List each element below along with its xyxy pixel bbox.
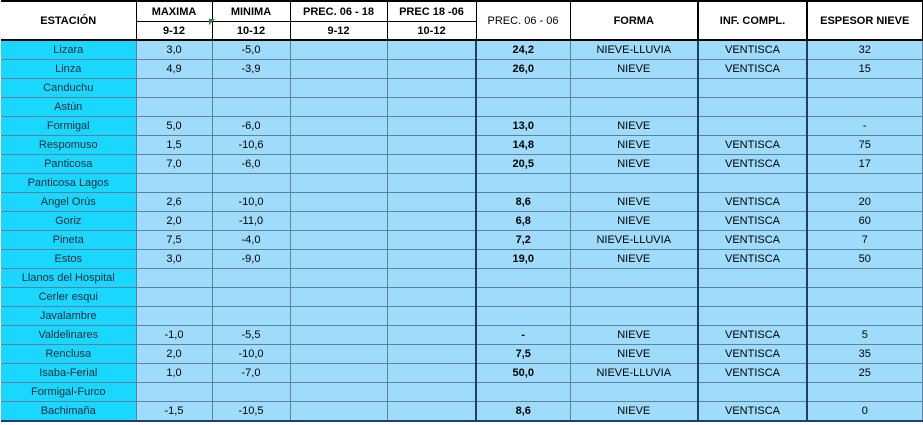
header-prec-06-18-date[interactable]: 9-12 [290, 22, 387, 41]
cell-maxima[interactable] [136, 269, 212, 288]
cell-prec-06-06[interactable]: 24,2 [476, 40, 570, 60]
cell-prec-06-18[interactable] [290, 307, 387, 326]
cell-prec-06-18[interactable] [290, 402, 387, 422]
table-row [1, 288, 922, 307]
cell-prec-06-18[interactable] [290, 383, 387, 402]
comment-marker [209, 19, 215, 25]
table-row [1, 117, 922, 136]
cell-minima[interactable]: -3,9 [212, 60, 290, 79]
cell-prec-06-06[interactable]: 13,0 [476, 117, 570, 136]
cell-inf-compl[interactable] [698, 174, 807, 193]
cell-prec-06-06[interactable] [476, 79, 570, 98]
cell-minima[interactable]: -4,0 [212, 231, 290, 250]
cell-maxima[interactable]: 1,0 [136, 364, 212, 383]
table-row [1, 174, 922, 193]
header-prec-18-06[interactable]: PREC 18 -06 [387, 1, 476, 22]
cell-forma[interactable] [570, 288, 698, 307]
cell-espesor[interactable]: 75 [807, 136, 922, 155]
cell-prec-06-18[interactable] [290, 231, 387, 250]
header-maxima[interactable]: MAXIMA [136, 1, 212, 22]
cell-inf-compl[interactable]: VENTISCA [698, 212, 807, 231]
cell-maxima[interactable] [136, 79, 212, 98]
cell-espesor[interactable] [807, 383, 922, 402]
cell-prec-06-18[interactable] [290, 60, 387, 79]
table-row [1, 250, 922, 269]
cell-prec-18-06[interactable] [387, 155, 476, 174]
cell-maxima[interactable] [136, 307, 212, 326]
table-row [1, 364, 922, 383]
table-row [1, 40, 922, 60]
cell-estacion[interactable]: Isaba-Ferial [1, 364, 136, 383]
cell-inf-compl[interactable]: VENTISCA [698, 155, 807, 174]
cell-inf-compl[interactable]: VENTISCA [698, 193, 807, 212]
cell-prec-06-18[interactable] [290, 40, 387, 60]
cell-inf-compl[interactable] [698, 117, 807, 136]
cell-maxima[interactable] [136, 288, 212, 307]
cell-espesor[interactable] [807, 307, 922, 326]
cell-maxima[interactable]: 7,5 [136, 231, 212, 250]
cell-inf-compl[interactable]: VENTISCA [698, 402, 807, 422]
cell-espesor[interactable]: 5 [807, 326, 922, 345]
cell-prec-18-06[interactable] [387, 345, 476, 364]
cell-maxima[interactable]: -1,0 [136, 326, 212, 345]
table-row [1, 193, 922, 212]
cell-estacion[interactable]: Panticosa Lagos [1, 174, 136, 193]
cell-prec-06-06[interactable]: - [476, 326, 570, 345]
cell-prec-06-06[interactable]: 7,5 [476, 345, 570, 364]
cell-minima[interactable]: -10,0 [212, 345, 290, 364]
cell-estacion[interactable]: Astún [1, 98, 136, 117]
cell-forma[interactable]: NIEVE [570, 326, 698, 345]
cell-prec-18-06[interactable] [387, 174, 476, 193]
cell-espesor[interactable]: 15 [807, 60, 922, 79]
cell-prec-18-06[interactable] [387, 98, 476, 117]
cell-minima[interactable]: -5,0 [212, 40, 290, 60]
cell-minima[interactable]: -9,0 [212, 250, 290, 269]
cell-maxima[interactable]: -1,5 [136, 402, 212, 422]
cell-maxima[interactable]: 3,0 [136, 250, 212, 269]
cell-prec-06-18[interactable] [290, 345, 387, 364]
cell-estacion[interactable]: Javalambre [1, 307, 136, 326]
cell-inf-compl[interactable]: VENTISCA [698, 60, 807, 79]
cell-espesor[interactable]: 0 [807, 402, 922, 422]
cell-prec-06-06[interactable] [476, 174, 570, 193]
cell-prec-06-18[interactable] [290, 174, 387, 193]
cell-forma[interactable]: NIEVE [570, 193, 698, 212]
header-espesor[interactable]: ESPESOR NIEVE [807, 1, 922, 40]
cell-prec-06-18[interactable] [290, 79, 387, 98]
cell-forma[interactable]: NIEVE-LLUVIA [570, 364, 698, 383]
cell-estacion[interactable]: Linza [1, 60, 136, 79]
cell-minima[interactable] [212, 79, 290, 98]
cell-inf-compl[interactable]: VENTISCA [698, 364, 807, 383]
header-prec-06-18[interactable]: PREC. 06 - 18 [290, 1, 387, 22]
weather-data-table [1, 0, 923, 422]
cell-estacion[interactable]: Formigal [1, 117, 136, 136]
cell-prec-06-18[interactable] [290, 250, 387, 269]
table-row [1, 307, 922, 326]
cell-maxima[interactable]: 7,0 [136, 155, 212, 174]
cell-espesor[interactable]: 50 [807, 250, 922, 269]
cell-prec-18-06[interactable] [387, 136, 476, 155]
cell-prec-06-06[interactable] [476, 307, 570, 326]
cell-maxima[interactable]: 1,5 [136, 136, 212, 155]
cell-prec-06-06[interactable]: 26,0 [476, 60, 570, 79]
cell-espesor[interactable]: 17 [807, 155, 922, 174]
cell-maxima[interactable]: 3,0 [136, 40, 212, 60]
cell-forma[interactable]: NIEVE [570, 345, 698, 364]
cell-prec-18-06[interactable] [387, 288, 476, 307]
cell-minima[interactable]: -6,0 [212, 117, 290, 136]
cell-prec-18-06[interactable] [387, 250, 476, 269]
cell-prec-06-06[interactable]: 50,0 [476, 364, 570, 383]
cell-forma[interactable]: NIEVE-LLUVIA [570, 231, 698, 250]
cell-espesor[interactable]: 25 [807, 364, 922, 383]
cell-inf-compl[interactable] [698, 98, 807, 117]
cell-maxima[interactable]: 2,0 [136, 345, 212, 364]
cell-prec-06-18[interactable] [290, 212, 387, 231]
cell-forma[interactable]: NIEVE [570, 155, 698, 174]
cell-prec-06-18[interactable] [290, 136, 387, 155]
cell-estacion[interactable]: Panticosa [1, 155, 136, 174]
header-estacion[interactable]: ESTACIÓN [1, 1, 136, 40]
cell-prec-06-06[interactable]: 20,5 [476, 155, 570, 174]
cell-prec-06-06[interactable]: 19,0 [476, 250, 570, 269]
cell-minima[interactable]: -10,6 [212, 136, 290, 155]
cell-espesor[interactable]: 32 [807, 40, 922, 60]
cell-prec-06-06[interactable]: 14,8 [476, 136, 570, 155]
cell-prec-18-06[interactable] [387, 269, 476, 288]
cell-prec-18-06[interactable] [387, 307, 476, 326]
cell-forma[interactable] [570, 174, 698, 193]
table-row [1, 60, 922, 79]
table-row [1, 383, 922, 402]
table-row [1, 231, 922, 250]
cell-prec-06-18[interactable] [290, 193, 387, 212]
header-forma[interactable]: FORMA [570, 1, 698, 40]
cell-minima[interactable] [212, 98, 290, 117]
cell-inf-compl[interactable] [698, 383, 807, 402]
cell-forma[interactable]: NIEVE [570, 402, 698, 422]
cell-prec-06-06[interactable] [476, 383, 570, 402]
cell-prec-06-18[interactable] [290, 269, 387, 288]
cell-espesor[interactable] [807, 269, 922, 288]
cell-maxima[interactable]: 2,6 [136, 193, 212, 212]
table-row [1, 212, 922, 231]
cell-estacion[interactable]: Goriz [1, 212, 136, 231]
cell-maxima[interactable]: 2,0 [136, 212, 212, 231]
cell-prec-18-06[interactable] [387, 364, 476, 383]
table-row [1, 155, 922, 174]
cell-minima[interactable] [212, 383, 290, 402]
cell-maxima[interactable] [136, 98, 212, 117]
cell-forma[interactable] [570, 98, 698, 117]
cell-prec-06-18[interactable] [290, 326, 387, 345]
cell-prec-18-06[interactable] [387, 402, 476, 422]
cell-prec-06-06[interactable]: 6,8 [476, 212, 570, 231]
cell-maxima[interactable] [136, 383, 212, 402]
cell-inf-compl[interactable] [698, 79, 807, 98]
cell-maxima[interactable] [136, 174, 212, 193]
cell-minima[interactable]: -10,0 [212, 193, 290, 212]
cell-forma[interactable]: NIEVE [570, 60, 698, 79]
cell-inf-compl[interactable] [698, 269, 807, 288]
cell-minima[interactable]: -11,0 [212, 212, 290, 231]
header-prec-06-06[interactable]: PREC. 06 - 06 [476, 1, 570, 40]
cell-maxima[interactable]: 5,0 [136, 117, 212, 136]
cell-estacion[interactable]: Renclusa [1, 345, 136, 364]
cell-espesor[interactable] [807, 174, 922, 193]
header-minima-date[interactable]: 10-12 [212, 22, 290, 41]
cell-prec-18-06[interactable] [387, 383, 476, 402]
cell-prec-18-06[interactable] [387, 79, 476, 98]
cell-forma[interactable]: NIEVE [570, 212, 698, 231]
header-maxima-date[interactable]: 9-12 [136, 22, 212, 41]
cell-prec-06-06[interactable]: 7,2 [476, 231, 570, 250]
cell-forma[interactable]: NIEVE [570, 117, 698, 136]
cell-maxima[interactable]: 4,9 [136, 60, 212, 79]
cell-inf-compl[interactable] [698, 288, 807, 307]
table-row [1, 269, 922, 288]
cell-estacion[interactable]: Llanos del Hospital [1, 269, 136, 288]
cell-minima[interactable] [212, 269, 290, 288]
table-row [1, 345, 922, 364]
cell-estacion[interactable]: Cerler esqui [1, 288, 136, 307]
cell-espesor[interactable]: 20 [807, 193, 922, 212]
cell-prec-06-18[interactable] [290, 98, 387, 117]
cell-prec-18-06[interactable] [387, 212, 476, 231]
cell-prec-18-06[interactable] [387, 60, 476, 79]
cell-minima[interactable]: -10,5 [212, 402, 290, 422]
cell-forma[interactable]: NIEVE [570, 136, 698, 155]
cell-espesor[interactable]: - [807, 117, 922, 136]
cell-prec-06-06[interactable] [476, 98, 570, 117]
cell-prec-06-06[interactable] [476, 288, 570, 307]
cell-estacion[interactable]: Bachimaña [1, 402, 136, 422]
cell-prec-06-18[interactable] [290, 364, 387, 383]
cell-forma[interactable] [570, 307, 698, 326]
cell-estacion[interactable]: Estos [1, 250, 136, 269]
cell-prec-06-18[interactable] [290, 288, 387, 307]
cell-forma[interactable]: NIEVE-LLUVIA [570, 40, 698, 60]
cell-prec-18-06[interactable] [387, 231, 476, 250]
cell-prec-06-18[interactable] [290, 155, 387, 174]
cell-estacion[interactable]: Canduchu [1, 79, 136, 98]
cell-prec-06-18[interactable] [290, 117, 387, 136]
cell-minima[interactable] [212, 288, 290, 307]
cell-estacion[interactable]: Pineta [1, 231, 136, 250]
cell-estacion[interactable]: Formigal-Furco [1, 383, 136, 402]
cell-inf-compl[interactable]: VENTISCA [698, 231, 807, 250]
cell-estacion[interactable]: Respomuso [1, 136, 136, 155]
cell-espesor[interactable]: 35 [807, 345, 922, 364]
header-inf-compl[interactable]: INF. COMPL. [698, 1, 807, 40]
cell-espesor[interactable]: 7 [807, 231, 922, 250]
table-row [1, 136, 922, 155]
cell-forma[interactable] [570, 383, 698, 402]
cell-minima[interactable] [212, 307, 290, 326]
cell-forma[interactable] [570, 79, 698, 98]
cell-espesor[interactable]: 60 [807, 212, 922, 231]
table-row [1, 326, 922, 345]
table-row [1, 98, 922, 117]
cell-minima[interactable]: -6,0 [212, 155, 290, 174]
cell-estacion[interactable]: Valdelinares [1, 326, 136, 345]
cell-prec-18-06[interactable] [387, 117, 476, 136]
cell-estacion[interactable]: Lizara [1, 40, 136, 60]
cell-prec-18-06[interactable] [387, 326, 476, 345]
cell-espesor[interactable] [807, 79, 922, 98]
cell-minima[interactable]: -7,0 [212, 364, 290, 383]
table-row [1, 79, 922, 98]
cell-inf-compl[interactable]: VENTISCA [698, 40, 807, 60]
cell-minima[interactable]: -5,5 [212, 326, 290, 345]
cell-estacion[interactable]: Angel Orús [1, 193, 136, 212]
cell-inf-compl[interactable] [698, 307, 807, 326]
cell-minima[interactable] [212, 174, 290, 193]
cell-prec-06-06[interactable]: 8,6 [476, 402, 570, 422]
cell-espesor[interactable] [807, 98, 922, 117]
cell-inf-compl[interactable]: VENTISCA [698, 326, 807, 345]
cell-espesor[interactable] [807, 288, 922, 307]
cell-prec-06-06[interactable] [476, 269, 570, 288]
cell-inf-compl[interactable]: VENTISCA [698, 136, 807, 155]
cell-forma[interactable]: NIEVE [570, 250, 698, 269]
table-row [1, 402, 922, 422]
header-prec-18-06-date[interactable]: 10-12 [387, 22, 476, 41]
cell-inf-compl[interactable]: VENTISCA [698, 250, 807, 269]
cell-prec-06-06[interactable]: 8,6 [476, 193, 570, 212]
cell-inf-compl[interactable]: VENTISCA [698, 345, 807, 364]
table-body [1, 40, 922, 421]
cell-prec-18-06[interactable] [387, 40, 476, 60]
cell-forma[interactable] [570, 269, 698, 288]
header-minima[interactable]: MINIMA [212, 1, 290, 22]
cell-prec-18-06[interactable] [387, 193, 476, 212]
